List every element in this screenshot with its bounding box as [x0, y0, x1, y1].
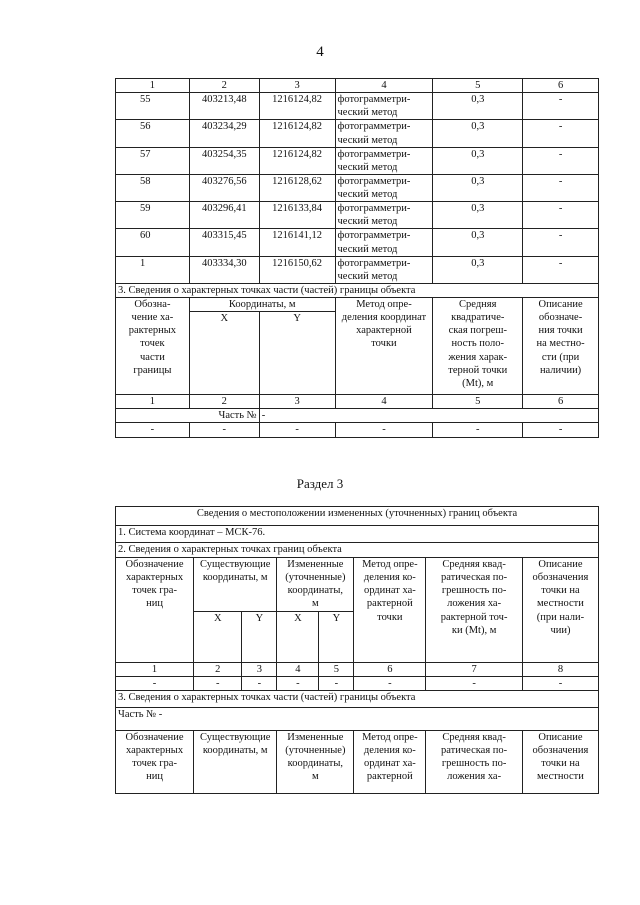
empty-cell: - — [319, 676, 354, 690]
method-line: фотограмметри- — [337, 175, 411, 187]
changed-x-header: X — [277, 611, 319, 662]
section3-header-row — [116, 730, 599, 793]
point-number: 58 — [116, 174, 190, 201]
empty-row — [116, 423, 599, 437]
designation-header: Обозна- чение ха- рактерных точек части границы — [116, 298, 190, 395]
empty-cell: - — [426, 676, 523, 690]
point-number: 59 — [116, 202, 190, 229]
y-coordinate: 1216141,12 — [259, 229, 335, 256]
method — [335, 174, 433, 201]
col-num: 6 — [523, 395, 599, 409]
part-label: Часть № - — [116, 707, 599, 730]
coords-header: Координаты, м — [189, 298, 335, 312]
y-coordinate: 1216124,82 — [259, 93, 335, 120]
x-coordinate: 403213,48 — [189, 93, 259, 120]
existing-y-header: Y — [242, 611, 277, 662]
method-header: Метод опре- деления координат характерной точки — [335, 298, 433, 395]
col-num: 2 — [194, 662, 242, 676]
col-num: 6 — [523, 79, 599, 93]
mt-header: Средняя квад- ратическая по- грешность по- ложения ха- — [426, 730, 523, 793]
section3-title: 3. Сведения о характерных точках части (частей) границы объекта — [116, 690, 599, 707]
mt-value: 0,3 — [433, 202, 523, 229]
method-line: фотограмметри- — [337, 121, 411, 133]
section3-colnum-row — [116, 395, 599, 409]
col-num: 4 — [277, 662, 319, 676]
y-coordinate: 1216124,82 — [259, 120, 335, 147]
section3-header-row — [116, 298, 599, 312]
point-row — [116, 120, 599, 147]
point-number: 57 — [116, 147, 190, 174]
desc-header: Описание обозначе- ния точки на местно- сти (при наличии) — [523, 298, 599, 395]
empty-cell: - — [522, 676, 598, 690]
part-value: - — [259, 409, 598, 423]
y-coordinate: 1216133,84 — [259, 202, 335, 229]
description: - — [523, 120, 599, 147]
x-coordinate: 403234,29 — [189, 120, 259, 147]
x-coordinate: 403315,45 — [189, 229, 259, 256]
x-header: X — [189, 312, 259, 395]
y-coordinate: 1216124,82 — [259, 147, 335, 174]
method-header: Метод опре- деления ко- ординат ха- рактерной точки — [354, 558, 426, 663]
section2-empty-row — [116, 676, 599, 690]
point-number: 55 — [116, 93, 190, 120]
mt-value: 0,3 — [433, 147, 523, 174]
point-number: 60 — [116, 229, 190, 256]
col-num: 3 — [259, 79, 335, 93]
col-num: 2 — [189, 395, 259, 409]
points-table — [115, 78, 599, 438]
empty-cell: - — [523, 423, 599, 437]
method — [335, 256, 433, 283]
empty-cell: - — [433, 423, 523, 437]
x-coordinate: 403276,56 — [189, 174, 259, 201]
point-row — [116, 93, 599, 120]
point-number: 56 — [116, 120, 190, 147]
description: - — [523, 229, 599, 256]
empty-cell: - — [116, 676, 194, 690]
changed-coords-header: Измененные (уточненные) координаты, м — [277, 730, 354, 793]
mt-value: 0,3 — [433, 120, 523, 147]
point-row — [116, 202, 599, 229]
changed-boundaries-table — [115, 506, 599, 794]
method-line: ческий метод — [337, 216, 398, 228]
method-line: ческий метод — [337, 161, 398, 173]
section-heading: Раздел 3 — [296, 476, 344, 491]
method-line: фотограмметри- — [337, 148, 411, 160]
method-line: фотограмметри- — [337, 257, 411, 269]
existing-x-header: X — [194, 611, 242, 662]
existing-coords-header: Существующие координаты, м — [194, 730, 277, 793]
col-num: 4 — [335, 395, 433, 409]
table2-title: Сведения о местоположении измененных (уточненных) границ объекта — [116, 507, 599, 526]
column-number-row — [116, 79, 599, 93]
method-line: фотограмметри- — [337, 94, 411, 106]
y-coordinate: 1216150,62 — [259, 256, 335, 283]
x-coordinate: 403254,35 — [189, 147, 259, 174]
method — [335, 147, 433, 174]
col-num: 6 — [354, 662, 426, 676]
col-num: 8 — [522, 662, 598, 676]
x-coordinate: 403334,30 — [189, 256, 259, 283]
empty-cell: - — [335, 423, 433, 437]
method — [335, 93, 433, 120]
changed-coords-header: Измененные (уточненные) координаты, м — [277, 558, 354, 612]
method-line: фотограмметри- — [337, 230, 411, 242]
col-num: 3 — [242, 662, 277, 676]
col-num: 1 — [116, 395, 190, 409]
section2-colnum-row — [116, 662, 599, 676]
description: - — [523, 147, 599, 174]
y-coordinate: 1216128,62 — [259, 174, 335, 201]
method-line: ческий метод — [337, 243, 398, 255]
section3-title-row — [116, 283, 599, 297]
section2-title: 2. Сведения о характерных точках границ объекта — [116, 543, 599, 558]
col-num: 5 — [433, 395, 523, 409]
changed-y-header: Y — [319, 611, 354, 662]
empty-cell: - — [277, 676, 319, 690]
method-line: ческий метод — [337, 270, 398, 282]
empty-cell: - — [354, 676, 426, 690]
col-num: 7 — [426, 662, 523, 676]
coordinate-system: 1. Система координат – МСК-76. — [116, 526, 599, 543]
description: - — [523, 256, 599, 283]
empty-cell: - — [259, 423, 335, 437]
method-line: фотограмметри- — [337, 203, 411, 215]
method-line: ческий метод — [337, 134, 398, 146]
description: - — [523, 202, 599, 229]
col-num: 4 — [335, 79, 433, 93]
description: - — [523, 93, 599, 120]
existing-coords-header: Существующие координаты, м — [194, 558, 277, 612]
mt-value: 0,3 — [433, 93, 523, 120]
point-row — [116, 256, 599, 283]
method — [335, 120, 433, 147]
section2-header-row — [116, 558, 599, 612]
y-header: Y — [259, 312, 335, 395]
mt-value: 0,3 — [433, 256, 523, 283]
mt-value: 0,3 — [433, 229, 523, 256]
desc-header: Описание обозначения точки на местности (при нали- чии) — [522, 558, 598, 663]
point-row — [116, 174, 599, 201]
col-num: 5 — [319, 662, 354, 676]
description: - — [523, 174, 599, 201]
designation-header: Обозначение характерных точек гра- ниц — [116, 730, 194, 793]
col-num: 1 — [116, 662, 194, 676]
page-number: 4 — [316, 44, 324, 60]
method-line: ческий метод — [337, 107, 398, 119]
col-num: 2 — [189, 79, 259, 93]
method — [335, 229, 433, 256]
point-row — [116, 229, 599, 256]
col-num: 1 — [116, 79, 190, 93]
section3-title: 3. Сведения о характерных точках части (частей) границы объекта — [116, 283, 599, 297]
mt-value: 0,3 — [433, 174, 523, 201]
empty-cell: - — [194, 676, 242, 690]
method-header: Метод опре- деления ко- ординат ха- рактерной — [354, 730, 426, 793]
point-number: 1 — [116, 256, 190, 283]
empty-cell: - — [116, 423, 190, 437]
mt-header: Средняя квад- ратическая по- грешность по- ложения ха- рактерной точ- ки (Mt), м — [426, 558, 523, 663]
col-num: 5 — [433, 79, 523, 93]
col-num: 3 — [259, 395, 335, 409]
desc-header: Описание обозначения точки на местности — [522, 730, 598, 793]
empty-cell: - — [242, 676, 277, 690]
empty-cell: - — [189, 423, 259, 437]
mt-header: Средняя квадратиче- ская погреш- ность поло- жения харак- терной точки (Mt), м — [433, 298, 523, 395]
x-coordinate: 403296,41 — [189, 202, 259, 229]
method-line: ческий метод — [337, 189, 398, 200]
part-label: Часть № — [116, 409, 260, 423]
point-row — [116, 147, 599, 174]
designation-header: Обозначение характерных точек гра- ниц — [116, 558, 194, 663]
part-row — [116, 409, 599, 423]
method — [335, 202, 433, 229]
